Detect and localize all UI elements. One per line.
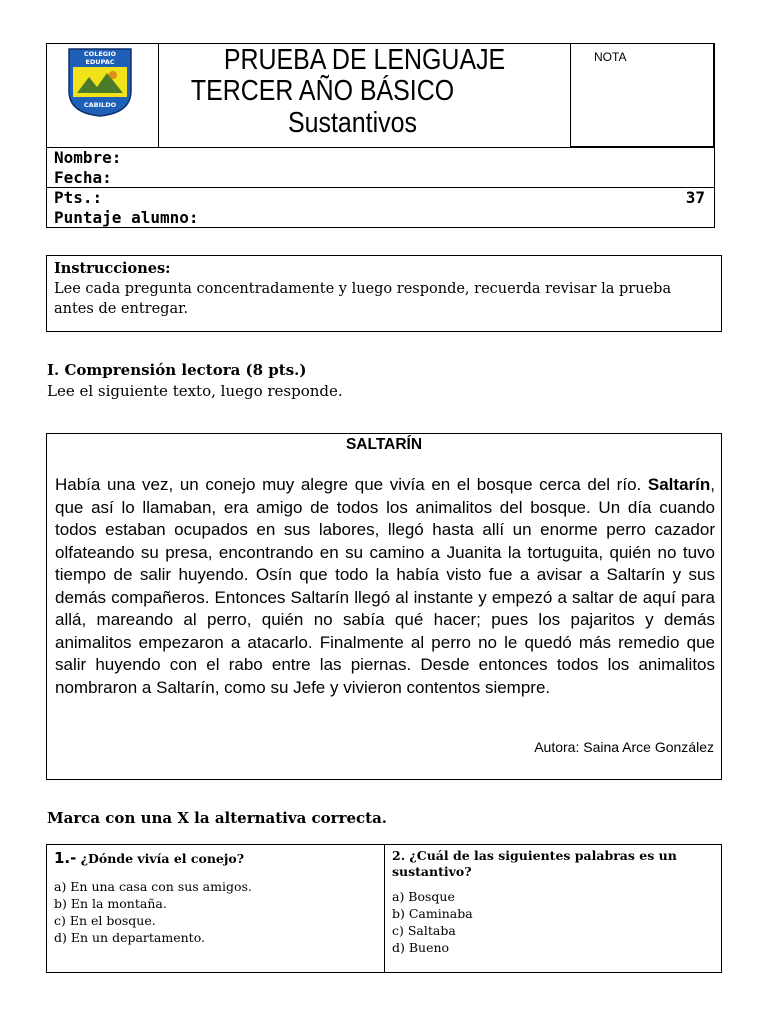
question-1-heading bbox=[54, 849, 377, 868]
pts-value: 37 bbox=[685, 188, 705, 207]
question-1-option-c[interactable]: c) En el bosque. bbox=[54, 913, 156, 928]
instructions-box bbox=[46, 255, 722, 332]
nota-label: NOTA bbox=[594, 50, 627, 64]
question-1-number: 1.- bbox=[54, 849, 77, 867]
puntaje-field: Puntaje alumno: bbox=[54, 208, 199, 227]
questions-table bbox=[46, 844, 722, 973]
instructions-title: Instrucciones: bbox=[54, 260, 171, 277]
question-1-option-a[interactable]: a) En una casa con sus amigos. bbox=[54, 879, 252, 894]
title-line-1: PRUEBA DE LENGUAJE bbox=[223, 44, 506, 76]
story-body: , que así lo llamaban, era amigo de todos los animalitos del bosque. Un día cuando todos estaban ocupados en sus labores, llegó hasta allí un enorme perro cazador olfateando su presa, encontrando en su camino a Juanita la tortuguita, quién no tuvo tiempo de salir huyendo. Osín que todo la había visto fue a avisar a Saltarín y sus demás compañeros. Entonces Saltarín llegó al instante y empezó a saltar de aquí para allá, mareando al perro, quién no sabía qué hacer; pues los pajaritos y demás animalitos empezaron a atacarlo. Finalmente al perro no le quedó más remedio que salir huyendo con el rabo entre las piernas. Desde entonces todos los animalitos nombraron a Saltarín, como su Jefe y vivieron contentos siempre. bbox=[55, 475, 715, 697]
question-2-option-c[interactable]: c) Saltaba bbox=[392, 923, 456, 938]
question-1-option-d[interactable]: d) En un departamento. bbox=[54, 930, 205, 945]
story-title: SALTARÍN bbox=[345, 436, 423, 453]
story-text bbox=[55, 474, 715, 699]
logo-text-cabildo: CABILDO bbox=[83, 101, 117, 109]
title-line-3: Sustantivos bbox=[288, 107, 417, 139]
title-line-2: TERCER AÑO BÁSICO bbox=[190, 75, 455, 107]
question-2-option-d[interactable]: d) Bueno bbox=[392, 940, 450, 955]
logo-text-colegio: COLEGIO bbox=[83, 50, 117, 58]
mark-instruction: Marca con una X la alternativa correcta. bbox=[47, 809, 388, 827]
logo-text-edupac: EDUPAC bbox=[85, 58, 115, 66]
school-logo bbox=[65, 47, 135, 117]
fecha-field: Fecha: bbox=[54, 168, 112, 187]
question-2-number: 2. bbox=[392, 848, 406, 863]
question-2 bbox=[385, 845, 721, 972]
question-1-text: ¿Dónde vivía el conejo? bbox=[80, 851, 245, 866]
question-1-option-b[interactable]: b) En la montaña. bbox=[54, 896, 167, 911]
nombre-field: Nombre: bbox=[54, 148, 122, 167]
story-character-name: Saltarín bbox=[647, 475, 711, 494]
question-2-text: ¿Cuál de las siguientes palabras es un sustantivo? bbox=[392, 848, 677, 879]
nota-cell bbox=[571, 44, 714, 147]
header-table bbox=[46, 43, 715, 228]
section-title: I. Comprensión lectora (8 pts.) bbox=[47, 361, 307, 379]
instructions-body: Lee cada pregunta concentradamente y luego responde, recuerda revisar la prueba antes de entregar. bbox=[54, 281, 672, 317]
story-author: Autora: Saina Arce González bbox=[534, 739, 714, 755]
question-2-option-b[interactable]: b) Caminaba bbox=[392, 906, 473, 921]
reading-box bbox=[46, 433, 722, 780]
question-2-heading bbox=[392, 848, 714, 880]
title-cell bbox=[159, 44, 571, 147]
pts-field: Pts.: bbox=[54, 188, 103, 207]
divider bbox=[47, 147, 714, 148]
section-subtitle: Lee el siguiente texto, luego responde. bbox=[47, 382, 343, 400]
divider bbox=[47, 187, 714, 188]
logo-cell bbox=[47, 44, 159, 147]
question-1 bbox=[47, 845, 385, 972]
story-intro: Había una vez, un conejo muy alegre que vivía en el bosque cerca del río. bbox=[55, 475, 642, 494]
question-2-option-a[interactable]: a) Bosque bbox=[392, 889, 455, 904]
